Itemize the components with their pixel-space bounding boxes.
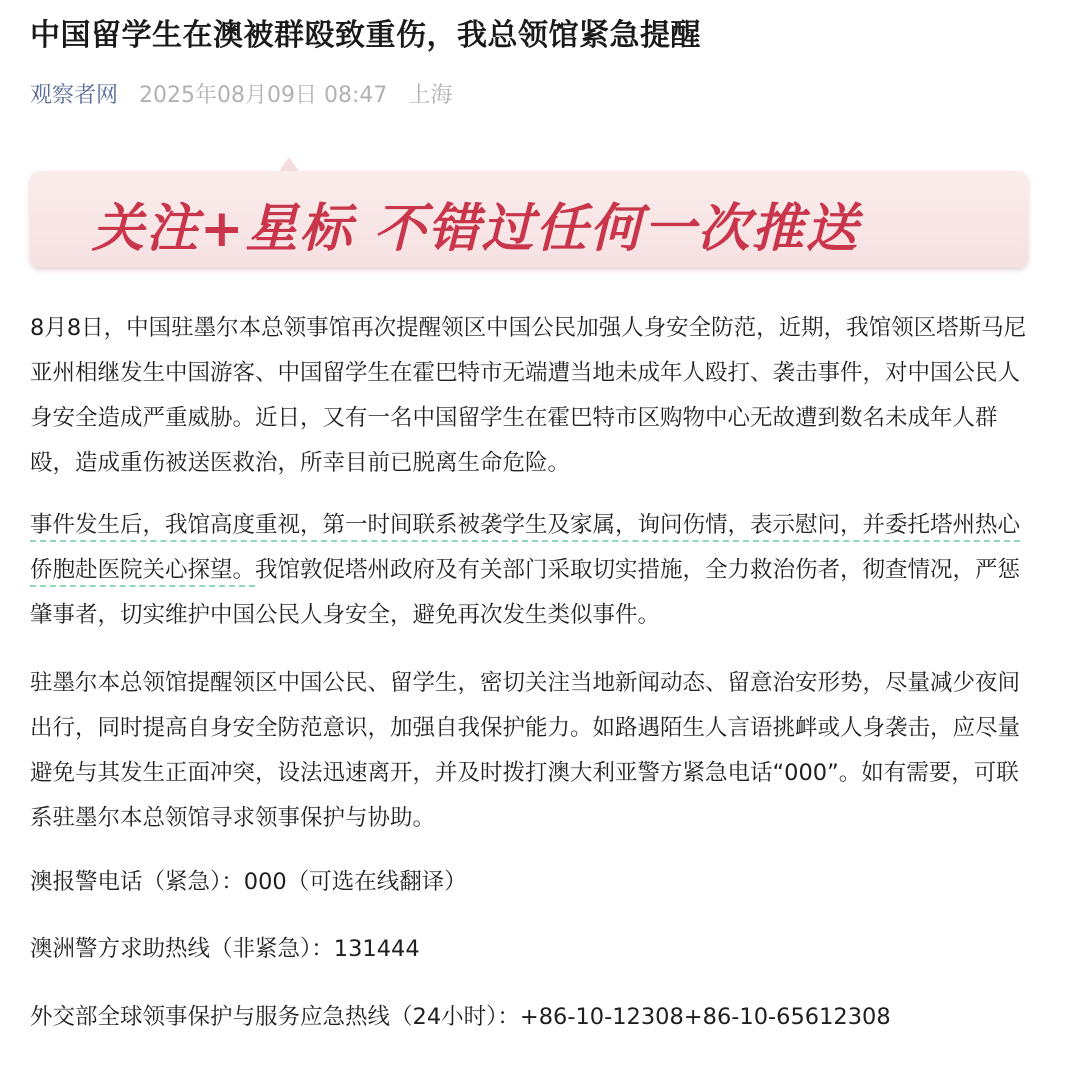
paragraph-1: 8月8日，中国驻墨尔本总领事馆再次提醒领区中国公民加强人身安全防范，近期，我馆领区塔斯马尼亚州相继发生中国游客、中国留学生在霍巴特市无端遭当地未成年人殴打、袭击事件，对中国公民人身安全造成严重威胁。近日，又有一名中国留学生在霍巴特市区购物中心无故遭到数名未成年人群殴，造成重伤被送医救治，所幸目前已脱离生命危险。 [30,315,1027,476]
publish-location: 上海 [408,83,453,108]
paragraph-2-rest: 我馆敦促塔州政府及有关部门采取切实措施，全力救治伤者，彻查情况，严惩肇事者，切实维护中国公民人身安全，避免再次发生类似事件。 [30,557,1021,628]
paragraph-3: 驻墨尔本总领馆提醒领区中国公民、留学生，密切关注当地新闻动态、留意治安形势，尽量减少夜间出行，同时提高自身安全防范意识，加强自我保护能力。如路遇陌生人言语挑衅或人身袭击，应尽量避免与其发生正面冲突，设法迅速离开，并及时拨打澳大利亚警方紧急电话“000”。如有需要，可联系驻墨尔本总领馆寻求领事保护与协助。 [30,670,1021,831]
article-title: 中国留学生在澳被群殴致重伤，我总领馆紧急提醒 [30,18,701,53]
hotline-police-non-emergency: 澳洲警方求助热线（非紧急）：131444 [30,936,420,962]
highlighted-sentence[interactable]: 事件发生后，我馆高度重视，第一时间联系被袭学生及家属，询问伤情，表示慰问，并委托塔州热心侨胞赴医院关心探望。 [30,512,1020,587]
hotline-police-emergency: 澳报警电话（紧急）：000（可选在线翻译） [30,869,467,895]
paragraph-2 [30,503,1038,638]
follow-banner [30,155,1030,273]
publish-date: 2025年08月09日 08:47 [139,83,388,108]
banner-box [30,171,1028,267]
banner-text: 关注+星标 不错过任何一次推送 [92,199,860,259]
hotline-mfa: 外交部全球领事保护与服务应急热线（24小时）：+86-10-12308+86-10-65612308 [30,1004,891,1030]
article-meta [30,79,452,113]
source-link[interactable]: 观察者网 [30,83,119,108]
